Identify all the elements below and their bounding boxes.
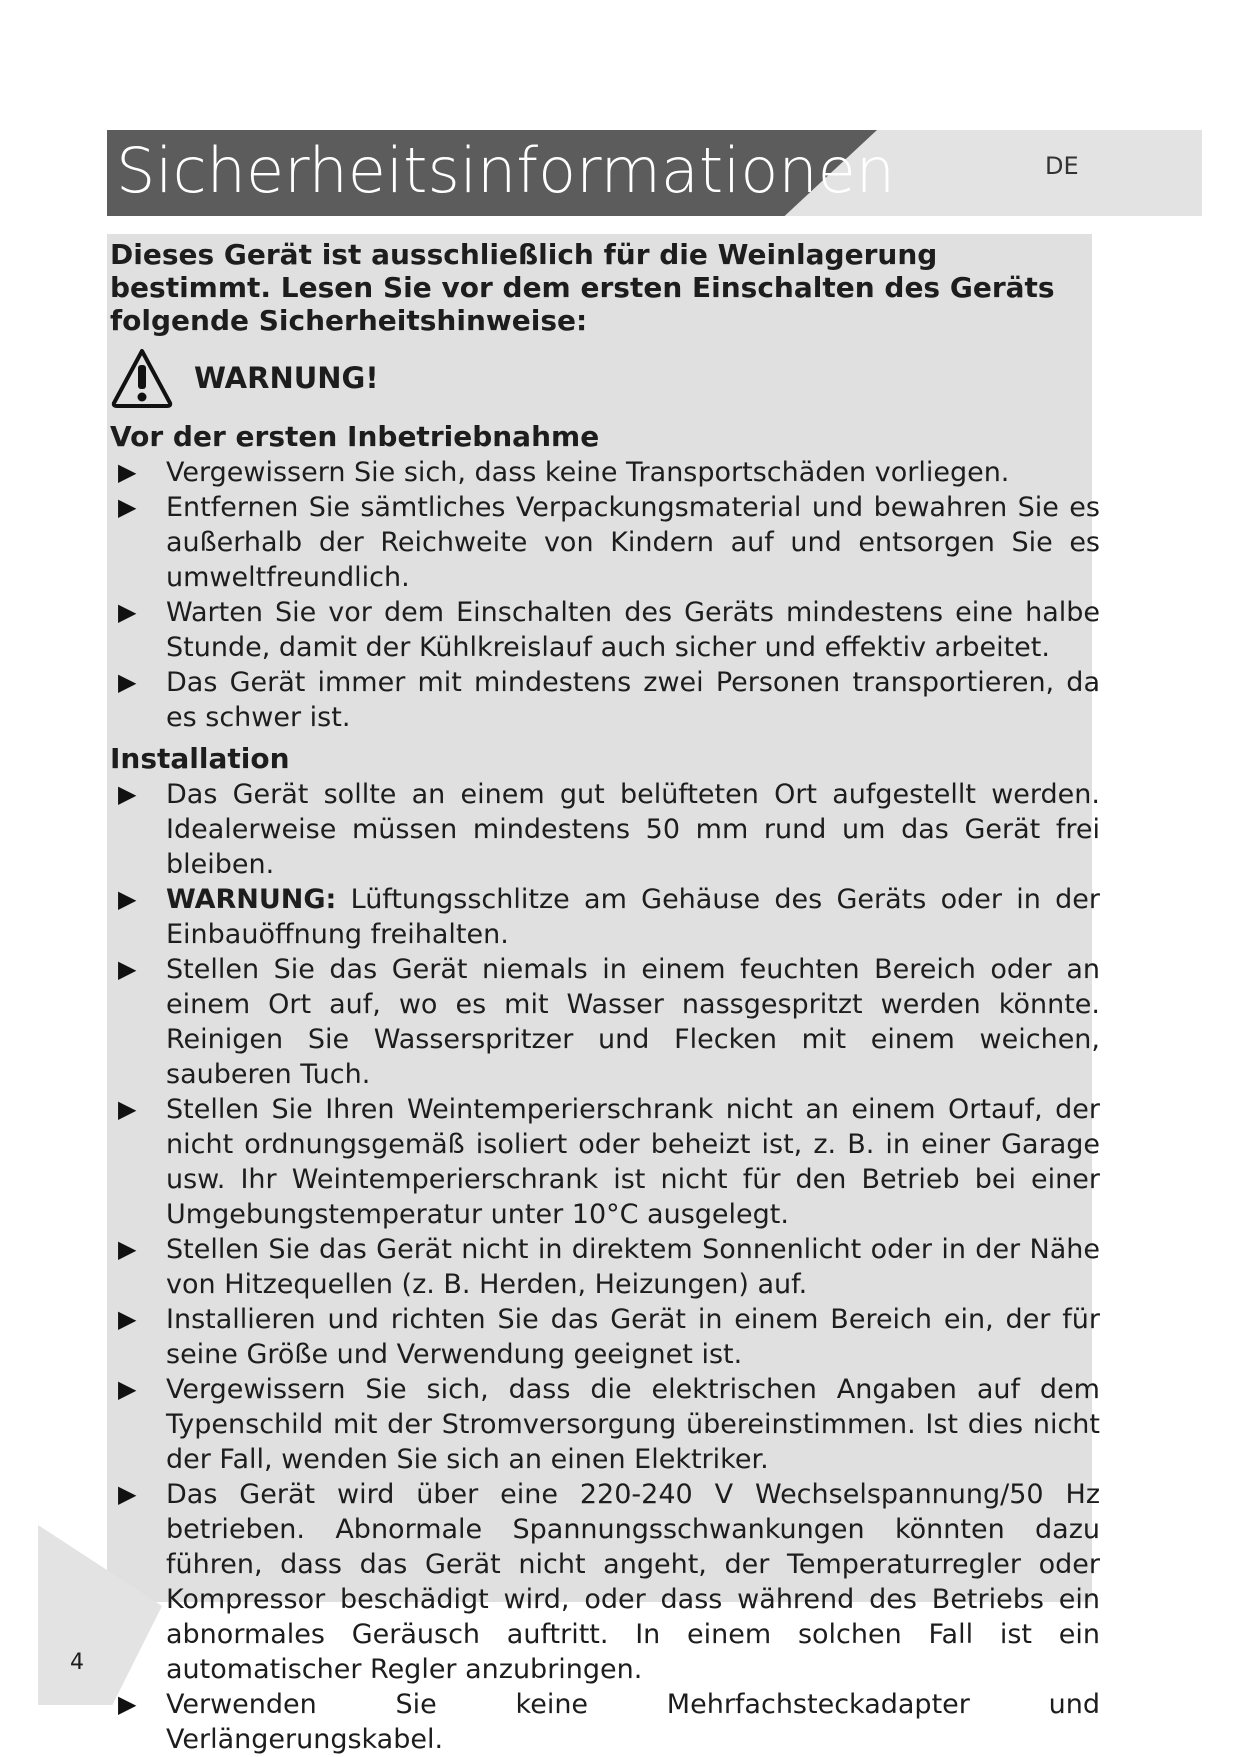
bullet-arrow-icon: ▶ <box>118 1305 137 1333</box>
content <box>110 234 1100 1757</box>
installation-list <box>110 777 1100 1757</box>
bullet-arrow-icon: ▶ <box>118 955 137 983</box>
list-item: ▶ Installieren und richten Sie das Gerät in einem Bereich ein, der für seine Größe und Verwendung geeignet ist. <box>118 1304 1100 1370</box>
bullet-arrow-icon: ▶ <box>118 598 137 626</box>
list-item: ▶ Vergewissern Sie sich, dass keine Transportschäden vorliegen. <box>118 457 1010 488</box>
bullet-arrow-icon: ▶ <box>118 885 137 913</box>
bullet-arrow-icon: ▶ <box>118 1235 137 1263</box>
list-item: ▶ Das Gerät immer mit mindestens zwei Personen transportieren, da es schwer ist. <box>118 667 1100 733</box>
warning-triangle-icon <box>110 347 174 409</box>
language-label: DE <box>1045 152 1079 180</box>
bullet-arrow-icon: ▶ <box>118 1480 137 1508</box>
inline-warning: WARNUNG: <box>166 884 337 915</box>
bullet-arrow-icon: ▶ <box>118 780 137 808</box>
bullet-arrow-icon: ▶ <box>118 1375 137 1403</box>
list-item: ▶ Stellen Sie Ihren Weintemperierschrank nicht an einem Ortauf, der nicht ordnungsgemäß isoliert oder beheizt ist, z. B. in einer Garage usw. Ihr Weintemperierschrank ist nicht für den Betrieb bei einer Umgebungstemperatur unter 10°C ausgelegt. <box>118 1094 1100 1230</box>
section-title-installation: Installation <box>110 742 290 775</box>
warning-label: WARNUNG! <box>194 360 379 395</box>
page-number: 4 <box>70 1650 84 1675</box>
section-title-first-use: Vor der ersten Inbetriebnahme <box>110 420 600 453</box>
list-item: ▶ Das Gerät sollte an einem gut belüfteten Ort aufgestellt werden. Idealerweise müssen mindestens 50 mm rund um das Gerät frei bleiben. <box>118 779 1100 880</box>
bullet-arrow-icon: ▶ <box>118 493 137 521</box>
list-item: ▶ Stellen Sie das Gerät nicht in direktem Sonnenlicht oder in der Nähe von Hitzequellen (z. B. Herden, Heizungen) auf. <box>118 1234 1100 1300</box>
page-title: Sicherheitsinformationen <box>116 134 896 207</box>
intro-text: Dieses Gerät ist ausschließlich für die Weinlagerung bestimmt. Lesen Sie vor dem ersten Einschalten des Geräts folgende Sicherheitshinweise: <box>110 238 1055 337</box>
list-item: ▶ Warten Sie vor dem Einschalten des Geräts mindestens eine halbe Stunde, damit der Kühlkreislauf auch sicher und effektiv arbeitet. <box>118 597 1100 663</box>
list-item: ▶ Das Gerät wird über eine 220-240 V Wechselspannung/50 Hz betrieben. Abnormale Spannungsschwankungen könnten dazu führen, dass das Gerät nicht angeht, der Temperaturregler oder Kompressor beschädigt wird, oder dass während des Betriebs ein abnormales Geräusch auftritt. In einem solchen Fall ist ein automatischer Regler anzubringen. <box>118 1479 1100 1685</box>
list-item: ▶ Verwenden Sie keine Mehrfachsteckadapter und Verlängerungskabel. <box>118 1689 1100 1755</box>
bullet-arrow-icon: ▶ <box>118 1690 137 1718</box>
list-item: ▶ Entfernen Sie sämtliches Verpackungsmaterial und bewahren Sie es außerhalb der Reichweite von Kindern auf und entsorgen Sie es umweltfreundlich. <box>118 492 1100 593</box>
list-item: ▶ WARNUNG: Lüftungsschlitze am Gehäuse des Geräts oder in der Einbauöffnung freihalten. <box>118 884 1100 950</box>
first-use-list <box>110 455 1100 735</box>
bullet-arrow-icon: ▶ <box>118 1095 137 1123</box>
warning-row <box>110 343 1100 413</box>
bullet-arrow-icon: ▶ <box>118 668 137 696</box>
bullet-arrow-icon: ▶ <box>118 458 137 486</box>
list-item: ▶ Vergewissern Sie sich, dass die elektrischen Angaben auf dem Typenschild mit der Stromversorgung übereinstimmen. Ist dies nicht der Fall, wenden Sie sich an einen Elektriker. <box>118 1374 1100 1475</box>
list-item: ▶ Stellen Sie das Gerät niemals in einem feuchten Bereich oder an einem Ort auf, wo es mit Wasser nassgespritzt werden könnte. Reinigen Sie Wasserspritzer und Flecken mit einem weichen, sauberen Tuch. <box>118 954 1100 1090</box>
